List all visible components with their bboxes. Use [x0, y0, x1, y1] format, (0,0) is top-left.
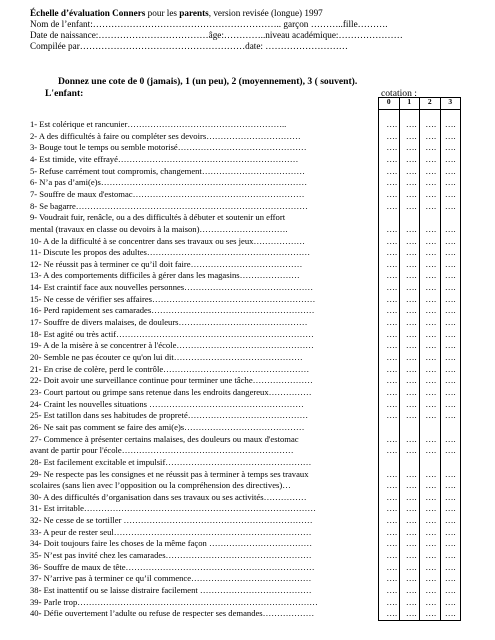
rating-slot[interactable]: ….	[444, 200, 456, 211]
rating-slot[interactable]: ….	[444, 398, 456, 409]
rating-slot[interactable]: ….	[444, 130, 456, 141]
rating-slot[interactable]: ….	[444, 491, 456, 502]
rating-slot[interactable]: ….	[444, 119, 456, 129]
rating-slot[interactable]: ….	[386, 550, 398, 561]
question-item: 31- Est irritable………………………………………………………………………	[30, 503, 316, 514]
rating-slot[interactable]: ….	[444, 177, 456, 188]
question-item: 26- Ne sait pas comment se faire des ami(e)s……………………………………	[30, 421, 305, 432]
rating-slot[interactable]: ….	[444, 258, 456, 269]
question-item: 23- Court partout ou grimpe sans retenue dans les endroits dangereux……………	[30, 386, 312, 397]
rating-marks-row	[382, 119, 460, 130]
rating-slot[interactable]: ….	[405, 247, 417, 258]
rating-slot[interactable]: ….	[405, 235, 417, 246]
question-item: 6- N’a pas d’ami(e)s………………………………………………………………	[30, 177, 308, 188]
question-item: 4- Est timide, vite effrayé………………………………………………………	[30, 153, 299, 164]
rating-slot[interactable]: ….	[386, 165, 398, 176]
rating-slot[interactable]: ….	[405, 596, 417, 607]
question-item: 33- A peur de rester seul……………………………………………………………	[30, 526, 312, 537]
birthdate-line: Date de naissance:………………………………âge:…………..niveau académique:…………………	[30, 30, 403, 40]
question-item: 38- Est inattentif ou se laisse distraire facilement …………………………………	[30, 585, 312, 595]
rating-slot[interactable]: ….	[386, 282, 398, 293]
rating-slot[interactable]: ….	[386, 608, 398, 619]
rating-slot[interactable]: ….	[386, 317, 398, 328]
rating-slot[interactable]: ….	[405, 293, 417, 304]
rating-marks-row	[382, 585, 460, 596]
rating-slot[interactable]: ….	[425, 293, 437, 304]
rating-slot[interactable]: ….	[386, 526, 398, 537]
rating-slot[interactable]: ….	[425, 340, 437, 351]
rating-slot[interactable]: ….	[444, 608, 456, 619]
rating-slot[interactable]: ….	[425, 142, 437, 153]
rating-slot[interactable]: ….	[386, 223, 398, 234]
rating-slot[interactable]: ….	[425, 468, 437, 479]
rating-slot[interactable]: ….	[386, 585, 398, 595]
rating-slot[interactable]: ….	[405, 130, 417, 141]
rating-slot[interactable]: ….	[425, 491, 437, 502]
question-item: scolaires (sans lien avec l’opposition ou la compréhension des directives)…	[30, 480, 291, 491]
rating-slot[interactable]: ….	[444, 153, 456, 164]
rating-slot[interactable]: ….	[425, 165, 437, 176]
rating-slot[interactable]: ….	[405, 573, 417, 584]
rating-slot[interactable]: ….	[386, 352, 398, 362]
rating-slot[interactable]: ….	[405, 317, 417, 328]
rating-marks-row	[382, 597, 460, 608]
title-mid: pour les	[145, 8, 180, 18]
rating-slot[interactable]: ….	[405, 491, 417, 502]
rating-slot[interactable]: ….	[386, 270, 398, 281]
rating-slot[interactable]: ….	[405, 433, 417, 444]
rating-slot[interactable]: ….	[425, 398, 437, 409]
enfant-label: L'enfant:	[45, 88, 84, 99]
instructions: Donnez une cote de 0 (jamais), 1 (un peu), 2 (moyennement), 3 ( souvent).	[58, 76, 358, 87]
rating-slot[interactable]: ….	[444, 235, 456, 246]
rating-slot[interactable]: ….	[405, 328, 417, 339]
rating-slot[interactable]: ….	[386, 340, 398, 351]
question-item: 17- Souffre de divers malaises, de douleurs………………………………………	[30, 317, 308, 328]
rating-slot[interactable]: ….	[425, 596, 437, 607]
rating-marks-row	[382, 550, 460, 561]
rating-slot[interactable]: ….	[425, 433, 437, 444]
rating-marks-row	[382, 399, 460, 410]
question-item: 39- Parle trop…………………………………………………………………………	[30, 596, 318, 607]
rating-marks-row	[382, 434, 460, 445]
rating-marks-row	[382, 527, 460, 538]
question-item: 34- Doit toujours faire les choses de la même façon ………………………………	[30, 538, 313, 549]
rating-slot[interactable]: ….	[444, 550, 456, 561]
cotation-label: cotation :	[381, 88, 417, 99]
rating-slot[interactable]: ….	[444, 293, 456, 304]
rating-slot[interactable]: ….	[405, 468, 417, 479]
rating-marks-row	[382, 503, 460, 514]
rating-slot[interactable]: ….	[405, 526, 417, 537]
rating-slot[interactable]: ….	[386, 398, 398, 409]
rating-slot[interactable]: ….	[444, 515, 456, 526]
rating-slot[interactable]: ….	[405, 177, 417, 188]
rating-slot[interactable]: ….	[444, 386, 456, 397]
question-item: 3- Bouge tout le temps ou semble motorisé………………………………………	[30, 142, 307, 153]
rating-slot[interactable]: ….	[425, 247, 437, 258]
question-item: 8- Se bagarre………………………………………………………………………	[30, 200, 308, 211]
rating-slot[interactable]: ….	[425, 573, 437, 584]
rating-slot[interactable]: ….	[425, 410, 437, 421]
rating-slot[interactable]: ….	[425, 352, 437, 362]
rating-marks-row	[382, 608, 460, 619]
rating-slot[interactable]: ….	[386, 468, 398, 479]
rating-marks-row	[382, 270, 460, 281]
rating-slot[interactable]: ….	[444, 282, 456, 293]
rating-slot[interactable]: ….	[425, 200, 437, 211]
rating-slot[interactable]: ….	[386, 596, 398, 607]
form-title	[30, 8, 323, 19]
rating-slot[interactable]: ….	[425, 282, 437, 293]
rating-slot[interactable]: ….	[444, 188, 456, 199]
rating-slot[interactable]: ….	[386, 445, 398, 456]
rating-slot[interactable]: ….	[405, 561, 417, 572]
rating-slot[interactable]: ….	[386, 538, 398, 549]
rating-marks-row	[382, 515, 460, 526]
question-item: 30- A des difficultés d’organisation dans ses travaux ou ses activités……………	[30, 491, 307, 502]
rating-slot[interactable]: ….	[405, 398, 417, 409]
rating-slot[interactable]: ….	[425, 503, 437, 514]
question-item: 36- Souffre de maux de tête…………………………………………………………	[30, 561, 315, 572]
question-item: 25- Est tatillon dans ses habitudes de propreté……………………………………	[30, 410, 309, 421]
rating-marks-row	[382, 492, 460, 503]
rating-slot[interactable]: ….	[444, 223, 456, 234]
rating-slot[interactable]: ….	[425, 305, 437, 316]
rating-slot[interactable]: ….	[405, 503, 417, 514]
question-item: 15- Ne cesse de vérifier ses affaires…………………………………………………	[30, 293, 316, 304]
rating-slot[interactable]: ….	[444, 468, 456, 479]
rating-slot[interactable]: ….	[386, 561, 398, 572]
rating-slot[interactable]: ….	[444, 596, 456, 607]
rating-slot[interactable]: ….	[444, 433, 456, 444]
question-item: 1- Est colérique et rancunier………………………………………………..	[30, 119, 287, 129]
question-item: 37- N’arrive pas à terminer ce qu’il commence……………………………………	[30, 573, 312, 584]
rating-slot[interactable]: ….	[386, 375, 398, 386]
rating-slot[interactable]: ….	[444, 270, 456, 281]
rating-slot[interactable]: ….	[425, 386, 437, 397]
rating-marks-row	[382, 445, 460, 456]
rating-slot[interactable]: ….	[405, 142, 417, 153]
rating-slot[interactable]: ….	[405, 538, 417, 549]
rating-slot[interactable]: ….	[425, 445, 437, 456]
question-item: 16- Perd rapidement ses camarades…………………………………………………	[30, 305, 315, 316]
rating-marks-row	[382, 259, 460, 270]
rating-slot[interactable]: ….	[444, 561, 456, 572]
question-item: 12- Ne réussit pas à terminer ce qu’il doit faire…………………………………	[30, 258, 303, 269]
rating-marks-row	[382, 562, 460, 573]
rating-slot[interactable]: ….	[444, 503, 456, 514]
rating-slot[interactable]: ….	[425, 585, 437, 595]
rating-slot[interactable]: ….	[405, 282, 417, 293]
question-item: 7- Souffre de maux d'estomac……………………………………………………	[30, 188, 305, 199]
rating-slot[interactable]: ….	[386, 363, 398, 374]
title-bold: Échelle d’évaluation Conners	[30, 8, 146, 18]
rating-slot[interactable]: ….	[425, 526, 437, 537]
rating-slot[interactable]: ….	[425, 363, 437, 374]
rating-slot[interactable]: ….	[386, 188, 398, 199]
rating-slot[interactable]: ….	[405, 386, 417, 397]
rating-slot[interactable]: ….	[425, 608, 437, 619]
rating-slot[interactable]: ….	[386, 130, 398, 141]
rating-slot[interactable]: ….	[405, 270, 417, 281]
rating-slot[interactable]: ….	[444, 585, 456, 595]
column-header-3: 3	[440, 98, 461, 110]
rating-slot[interactable]: ….	[405, 363, 417, 374]
rating-slot[interactable]: ….	[444, 247, 456, 258]
rating-marks-row	[382, 154, 460, 165]
compiled-by-line: Compilée par………………………………………………date: ………………………	[30, 41, 348, 51]
rating-slot[interactable]: ….	[386, 515, 398, 526]
rating-marks-row	[382, 329, 460, 340]
rating-slot[interactable]: ….	[386, 433, 398, 444]
question-item: 5- Refuse carrément tout compromis, changement………………………………	[30, 165, 305, 176]
question-item: 20- Semble ne pas écouter ce qu'on lui dit………………………………………	[30, 352, 303, 362]
rating-slot[interactable]: ….	[386, 235, 398, 246]
rating-slot[interactable]: ….	[386, 247, 398, 258]
title-rest: , version revisée (longue) 1997	[208, 8, 323, 18]
rating-marks-row	[382, 305, 460, 316]
rating-slot[interactable]: ….	[386, 119, 398, 129]
rating-marks-row	[382, 573, 460, 584]
rating-marks-row	[382, 247, 460, 258]
rating-slot[interactable]: ….	[444, 445, 456, 456]
rating-marks-row	[382, 201, 460, 212]
column-header-1: 1	[399, 98, 420, 110]
rating-slot[interactable]: ….	[405, 515, 417, 526]
question-item: 14- Est craintif face aux nouvelles personnes………………………………………	[30, 282, 314, 293]
rating-slot[interactable]: ….	[444, 328, 456, 339]
title-bold-parents: parents	[179, 8, 209, 18]
rating-slot[interactable]: ….	[405, 119, 417, 129]
question-item: 32- Ne cesse de se tortiller …………………………………………………………	[30, 515, 313, 526]
rating-slot[interactable]: ….	[425, 235, 437, 246]
rating-slot[interactable]: ….	[386, 305, 398, 316]
rating-slot[interactable]: ….	[425, 258, 437, 269]
rating-marks-row	[382, 294, 460, 305]
rating-marks-row	[382, 410, 460, 421]
rating-slot[interactable]: ….	[405, 445, 417, 456]
rating-slot[interactable]: ….	[425, 317, 437, 328]
rating-slot[interactable]: ….	[425, 119, 437, 129]
question-item: 10- A de la difficulté à se concentrer dans ses travaux ou ses jeux………………	[30, 235, 306, 246]
rating-slot[interactable]: ….	[444, 526, 456, 537]
rating-slot[interactable]: ….	[405, 585, 417, 595]
rating-marks-row	[382, 177, 460, 188]
rating-slot[interactable]: ….	[405, 223, 417, 234]
question-item: mental (travaux en classe ou devoirs à la maison)………………………….	[30, 223, 288, 234]
column-header-2: 2	[420, 98, 441, 110]
rating-marks-row	[382, 340, 460, 351]
rating-slot[interactable]: ….	[425, 515, 437, 526]
rating-slot[interactable]: ….	[425, 188, 437, 199]
rating-marks-row	[382, 480, 460, 491]
rating-marks-row	[382, 236, 460, 247]
rating-slot[interactable]: ….	[386, 503, 398, 514]
rating-slot[interactable]: ….	[405, 352, 417, 362]
rating-slot[interactable]: ….	[425, 223, 437, 234]
rating-marks-row	[382, 282, 460, 293]
rating-slot[interactable]: ….	[444, 538, 456, 549]
rating-marks-row	[382, 352, 460, 363]
rating-slot[interactable]: ….	[405, 480, 417, 491]
rating-slot[interactable]: ….	[444, 480, 456, 491]
rating-slot[interactable]: ….	[405, 375, 417, 386]
question-item: 21- En crise de colère, perd le contrôle……………………………………………	[30, 363, 310, 374]
rating-slot[interactable]: ….	[386, 177, 398, 188]
question-item: 27- Commence à présenter certains malaises, des douleurs ou maux d'estomac	[30, 433, 299, 444]
rating-slot[interactable]: ….	[425, 550, 437, 561]
rating-slot[interactable]: ….	[386, 200, 398, 211]
rating-slot[interactable]: ….	[405, 153, 417, 164]
rating-slot[interactable]: ….	[444, 317, 456, 328]
rating-slot[interactable]: ….	[386, 491, 398, 502]
column-header-0: 0	[379, 98, 400, 110]
rating-marks-row	[382, 317, 460, 328]
question-item: 9- Voudrait fuir, renâcle, ou a des difficultés à débuter et soutenir un effort	[30, 212, 286, 223]
question-item: 40- Défie ouvertement l’adulte ou refuse de respecter ses demandes………………	[30, 608, 315, 619]
rating-slot[interactable]: ….	[425, 375, 437, 386]
rating-slot[interactable]: ….	[444, 375, 456, 386]
rating-slot[interactable]: ….	[444, 410, 456, 421]
rating-slot[interactable]: ….	[425, 177, 437, 188]
rating-slot[interactable]: ….	[405, 550, 417, 561]
rating-slot[interactable]: ….	[444, 352, 456, 362]
rating-slot[interactable]: ….	[425, 480, 437, 491]
rating-slot[interactable]: ….	[386, 153, 398, 164]
rating-marks-row	[382, 189, 460, 200]
question-item: 29- Ne respecte pas les consignes et ne réussit pas à terminer à temps ses travaux	[30, 468, 309, 479]
question-item: 2- A des difficultés à faire ou compléter ses devoirs……………………………	[30, 130, 301, 141]
rating-slot[interactable]: ….	[405, 410, 417, 421]
rating-slot[interactable]: ….	[444, 573, 456, 584]
rating-marks-row	[382, 538, 460, 549]
rating-marks-row	[382, 387, 460, 398]
rating-slot[interactable]: ….	[425, 270, 437, 281]
rating-slot[interactable]: ….	[444, 305, 456, 316]
rating-slot[interactable]: ….	[425, 328, 437, 339]
rating-marks-row	[382, 131, 460, 142]
rating-slot[interactable]: ….	[386, 573, 398, 584]
question-item: 35- N’est pas invité chez les camarades……………………………………………	[30, 550, 312, 561]
rating-slot[interactable]: ….	[425, 153, 437, 164]
rating-slot[interactable]: ….	[405, 305, 417, 316]
rating-slot[interactable]: ….	[386, 386, 398, 397]
question-item: 13- A des comportements difficiles à gérer dans les magasins…………………	[30, 270, 300, 281]
rating-marks-row	[382, 375, 460, 386]
rating-slot[interactable]: ….	[444, 165, 456, 176]
question-item: 11- Discute les propos des adultes…………………………………………………	[30, 247, 311, 258]
question-item: 24- Craint les nouvelles situations ………………………………………………	[30, 398, 304, 409]
rating-slot[interactable]: ….	[425, 561, 437, 572]
rating-slot[interactable]: ….	[386, 480, 398, 491]
rating-marks-row	[382, 469, 460, 480]
question-item: avant de partir pour l'école……………………………………………………	[30, 445, 294, 456]
question-item: 18- Est agité ou très actif……………………………………………………………	[30, 328, 314, 339]
rating-slot[interactable]: ….	[405, 258, 417, 269]
rating-slot[interactable]: ….	[386, 410, 398, 421]
rating-slot[interactable]: ….	[386, 293, 398, 304]
question-item: 28- Est facilement excitable et impulsif……………………………………………	[30, 456, 312, 467]
question-item: 19- A de la misère à se concentrer à l'école…………………………………………	[30, 340, 314, 351]
question-item: 22- Doit avoir une surveillance continue pour terminer une tâche…………………	[30, 375, 313, 386]
rating-slot[interactable]: ….	[405, 608, 417, 619]
rating-marks-row	[382, 142, 460, 153]
rating-slot[interactable]: ….	[405, 340, 417, 351]
rating-marks-row	[382, 364, 460, 375]
rating-slot[interactable]: ….	[405, 165, 417, 176]
rating-slot[interactable]: ….	[386, 142, 398, 153]
rating-marks-row	[382, 166, 460, 177]
rating-slot[interactable]: ….	[425, 130, 437, 141]
rating-slot[interactable]: ….	[405, 188, 417, 199]
rating-slot[interactable]: ….	[386, 258, 398, 269]
rating-slot[interactable]: ….	[444, 340, 456, 351]
rating-slot[interactable]: ….	[405, 200, 417, 211]
rating-slot[interactable]: ….	[444, 363, 456, 374]
rating-marks-row	[382, 224, 460, 235]
child-name-line: Nom de l’enfant:…………………………………………………….. garçon ………..fille……….	[30, 19, 388, 29]
rating-slot[interactable]: ….	[386, 328, 398, 339]
rating-slot[interactable]: ….	[444, 142, 456, 153]
rating-slot[interactable]: ….	[425, 538, 437, 549]
